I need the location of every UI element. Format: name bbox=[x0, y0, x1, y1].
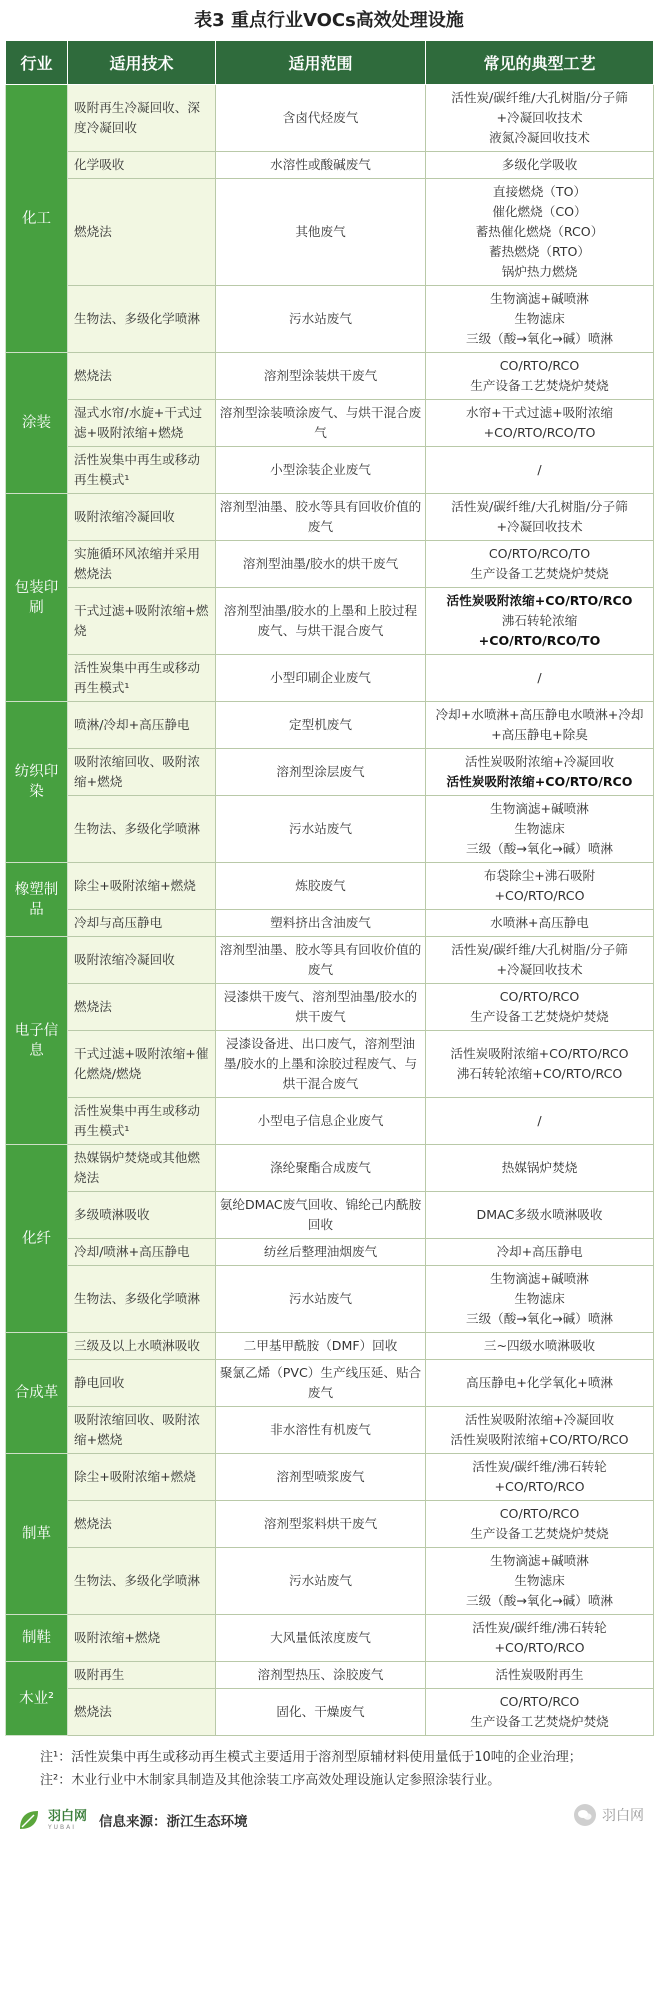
source-text: 信息来源：浙江生态环境 bbox=[99, 1814, 248, 1830]
table-row bbox=[6, 152, 654, 179]
scope-cell: 溶剂型油墨/胶水的上墨和上胶过程废气、与烘干混合废气 bbox=[216, 588, 426, 655]
process-line: 生物滤床 bbox=[514, 311, 565, 326]
process-cell bbox=[426, 353, 654, 400]
scope-cell: 溶剂型浆料烘干废气 bbox=[216, 1501, 426, 1548]
process-line: DMAC多级水喷淋吸收 bbox=[476, 1207, 603, 1222]
tech-cell: 三级及以上水喷淋吸收 bbox=[68, 1333, 216, 1360]
process-cell bbox=[426, 1501, 654, 1548]
tech-cell: 干式过滤+吸附浓缩+催化燃烧/燃烧 bbox=[68, 1031, 216, 1098]
tech-cell: 吸附浓缩回收、吸附浓缩+燃烧 bbox=[68, 749, 216, 796]
vocs-table bbox=[5, 40, 654, 1736]
tech-cell: 多级喷淋吸收 bbox=[68, 1192, 216, 1239]
process-line: 高压静电+化学氧化+喷淋 bbox=[465, 1375, 614, 1390]
process-line: +CO/RTO/RCO/TO bbox=[483, 425, 596, 440]
process-cell bbox=[426, 494, 654, 541]
process-cell bbox=[426, 910, 654, 937]
scope-cell: 定型机废气 bbox=[216, 702, 426, 749]
tech-cell: 湿式水帘/水旋+干式过滤+吸附浓缩+燃烧 bbox=[68, 400, 216, 447]
process-line: 热媒锅炉焚烧 bbox=[501, 1160, 578, 1175]
scope-cell: 溶剂型喷浆废气 bbox=[216, 1454, 426, 1501]
scope-cell: 水溶性或酸碱废气 bbox=[216, 152, 426, 179]
industry-cell: 合成革 bbox=[6, 1333, 68, 1454]
industry-cell: 化工 bbox=[6, 85, 68, 353]
process-cell bbox=[426, 85, 654, 152]
table-row bbox=[6, 494, 654, 541]
tech-cell: 生物法、多级化学喷淋 bbox=[68, 796, 216, 863]
tech-cell: 干式过滤+吸附浓缩+燃烧 bbox=[68, 588, 216, 655]
industry-cell: 制革 bbox=[6, 1454, 68, 1615]
tech-cell: 活性炭集中再生或移动再生模式¹ bbox=[68, 655, 216, 702]
table-row bbox=[6, 400, 654, 447]
process-cell bbox=[426, 863, 654, 910]
process-cell bbox=[426, 1192, 654, 1239]
note-mark: 注¹： bbox=[40, 1750, 72, 1765]
table-row bbox=[6, 1266, 654, 1333]
process-line: 活性炭/碳纤维/大孔树脂/分子筛 bbox=[451, 499, 628, 514]
table-body bbox=[6, 85, 654, 1736]
scope-cell: 小型电子信息企业废气 bbox=[216, 1098, 426, 1145]
table-row bbox=[6, 1192, 654, 1239]
process-cell bbox=[426, 152, 654, 179]
watermark bbox=[574, 1804, 644, 1826]
process-line: +CO/RTO/RCO bbox=[494, 888, 585, 903]
process-line: +冷凝回收技术 bbox=[496, 519, 583, 534]
process-cell bbox=[426, 796, 654, 863]
tech-cell: 冷却/喷淋+高压静电 bbox=[68, 1239, 216, 1266]
scope-cell: 浸漆烘干废气、溶剂型油墨/胶水的烘干废气 bbox=[216, 984, 426, 1031]
process-line: 活性炭吸附浓缩+冷凝回收 bbox=[464, 754, 615, 769]
scope-cell: 含卤代烃废气 bbox=[216, 85, 426, 152]
scope-cell: 污水站废气 bbox=[216, 286, 426, 353]
process-line: CO/RTO/RCO bbox=[499, 358, 580, 373]
process-line: 液氮冷凝回收技术 bbox=[489, 130, 590, 145]
process-line: 生物滴滤+碱喷淋 bbox=[490, 1553, 589, 1568]
process-line: 生产设备工艺焚烧炉焚烧 bbox=[470, 1714, 609, 1729]
process-line: CO/RTO/RCO bbox=[499, 1506, 580, 1521]
table-row bbox=[6, 179, 654, 286]
process-line: 活性炭/碳纤维/沸石转轮 bbox=[472, 1620, 607, 1635]
tech-cell: 燃烧法 bbox=[68, 984, 216, 1031]
tech-cell: 冷却与高压静电 bbox=[68, 910, 216, 937]
process-line: 蓄热燃烧（RTO） bbox=[488, 244, 590, 259]
process-cell bbox=[426, 984, 654, 1031]
process-line: 生物滤床 bbox=[514, 821, 565, 836]
table-row bbox=[6, 541, 654, 588]
tech-cell: 生物法、多级化学喷淋 bbox=[68, 1548, 216, 1615]
table-row bbox=[6, 984, 654, 1031]
table-row bbox=[6, 702, 654, 749]
process-line: 冷却+高压静电 bbox=[496, 1244, 583, 1259]
process-cell bbox=[426, 1098, 654, 1145]
tech-cell: 实施循环风浓缩并采用燃烧法 bbox=[68, 541, 216, 588]
tech-cell: 吸附浓缩冷凝回收 bbox=[68, 937, 216, 984]
tech-cell: 活性炭集中再生或移动再生模式¹ bbox=[68, 1098, 216, 1145]
process-cell bbox=[426, 447, 654, 494]
scope-cell: 溶剂型热压、涂胶废气 bbox=[216, 1662, 426, 1689]
header-scope: 适用范围 bbox=[216, 41, 426, 85]
scope-cell: 纺丝后整理油烟废气 bbox=[216, 1239, 426, 1266]
process-line: 生产设备工艺焚烧炉焚烧 bbox=[470, 566, 609, 581]
tech-cell: 吸附浓缩+燃烧 bbox=[68, 1615, 216, 1662]
process-cell bbox=[426, 1145, 654, 1192]
note-1 bbox=[0, 1746, 658, 1769]
process-line: 活性炭吸附再生 bbox=[495, 1667, 584, 1682]
tech-cell: 化学吸收 bbox=[68, 152, 216, 179]
scope-cell: 炼胶废气 bbox=[216, 863, 426, 910]
process-line: 多级化学吸收 bbox=[501, 157, 578, 172]
table-row bbox=[6, 910, 654, 937]
tech-cell: 吸附再生冷凝回收、深度冷凝回收 bbox=[68, 85, 216, 152]
tech-cell: 生物法、多级化学喷淋 bbox=[68, 1266, 216, 1333]
tech-cell: 燃烧法 bbox=[68, 1501, 216, 1548]
scope-cell: 塑料挤出含油废气 bbox=[216, 910, 426, 937]
process-line: 催化燃烧（CO） bbox=[492, 204, 587, 219]
tech-cell: 除尘+吸附浓缩+燃烧 bbox=[68, 1454, 216, 1501]
table-row bbox=[6, 1454, 654, 1501]
scope-cell: 固化、干燥废气 bbox=[216, 1689, 426, 1736]
scope-cell: 溶剂型涂装喷涂废气、与烘干混合废气 bbox=[216, 400, 426, 447]
scope-cell: 小型涂装企业废气 bbox=[216, 447, 426, 494]
process-line: 三级（酸→氧化→碱）喷淋 bbox=[465, 1593, 614, 1608]
table-row bbox=[6, 1239, 654, 1266]
table-row bbox=[6, 85, 654, 152]
scope-cell: 大风量低浓度废气 bbox=[216, 1615, 426, 1662]
table-row bbox=[6, 1689, 654, 1736]
process-line: 活性炭吸附浓缩+冷凝回收 bbox=[464, 1412, 615, 1427]
table-title: 表3 重点行业VOCs高效处理设施 bbox=[194, 10, 464, 31]
process-line: 水喷淋+高压静电 bbox=[490, 915, 589, 930]
tech-cell: 静电回收 bbox=[68, 1360, 216, 1407]
logo-name: 羽白网 bbox=[48, 1808, 88, 1824]
tech-cell: 热媒锅炉焚烧或其他燃烧法 bbox=[68, 1145, 216, 1192]
table-row bbox=[6, 1407, 654, 1454]
process-cell bbox=[426, 655, 654, 702]
table-row bbox=[6, 796, 654, 863]
table-row bbox=[6, 1098, 654, 1145]
process-cell bbox=[426, 1689, 654, 1736]
scope-cell: 污水站废气 bbox=[216, 796, 426, 863]
industry-cell: 包装印刷 bbox=[6, 494, 68, 702]
table-row bbox=[6, 655, 654, 702]
footer bbox=[0, 1792, 658, 1832]
process-line: 三级（酸→氧化→碱）喷淋 bbox=[465, 331, 614, 346]
process-line: 沸石转轮浓缩 bbox=[501, 613, 578, 628]
process-cell bbox=[426, 702, 654, 749]
process-line: CO/RTO/RCO bbox=[499, 1694, 580, 1709]
industry-cell: 电子信息 bbox=[6, 937, 68, 1145]
process-cell bbox=[426, 588, 654, 655]
header-industry: 行业 bbox=[6, 41, 68, 85]
logo-subtitle: YUBAI bbox=[48, 1823, 77, 1831]
scope-cell: 污水站废气 bbox=[216, 1266, 426, 1333]
tech-cell: 活性炭集中再生或移动再生模式¹ bbox=[68, 447, 216, 494]
process-cell bbox=[426, 749, 654, 796]
process-line: 活性炭吸附浓缩+CO/RTO/RCO bbox=[450, 1432, 629, 1447]
process-line: 生物滴滤+碱喷淋 bbox=[490, 1271, 589, 1286]
header-tech: 适用技术 bbox=[68, 41, 216, 85]
table-row bbox=[6, 447, 654, 494]
process-line: 布袋除尘+沸石吸附 bbox=[483, 868, 596, 883]
process-line: 活性炭/碳纤维/大孔树脂/分子筛 bbox=[451, 942, 628, 957]
process-cell bbox=[426, 1407, 654, 1454]
industry-cell: 纺织印染 bbox=[6, 702, 68, 863]
process-cell bbox=[426, 1615, 654, 1662]
process-cell bbox=[426, 541, 654, 588]
scope-cell: 涤纶聚酯合成废气 bbox=[216, 1145, 426, 1192]
wechat-icon bbox=[574, 1804, 596, 1826]
process-cell bbox=[426, 1662, 654, 1689]
process-line: 活性炭/碳纤维/大孔树脂/分子筛 bbox=[451, 90, 628, 105]
process-line: 生物滴滤+碱喷淋 bbox=[490, 801, 589, 816]
process-line: +CO/RTO/RCO/TO bbox=[478, 633, 601, 648]
watermark-text: 羽白网 bbox=[602, 1808, 644, 1824]
header-process: 常见的典型工艺 bbox=[426, 41, 654, 85]
process-line: +冷凝回收技术 bbox=[496, 110, 583, 125]
scope-cell: 小型印刷企业废气 bbox=[216, 655, 426, 702]
process-line: +CO/RTO/RCO bbox=[494, 1479, 585, 1494]
process-cell bbox=[426, 179, 654, 286]
table-row bbox=[6, 1501, 654, 1548]
industry-cell: 木业² bbox=[6, 1662, 68, 1736]
process-cell bbox=[426, 286, 654, 353]
industry-cell: 制鞋 bbox=[6, 1615, 68, 1662]
process-cell bbox=[426, 400, 654, 447]
process-cell bbox=[426, 937, 654, 984]
industry-cell: 化纤 bbox=[6, 1145, 68, 1333]
process-line: 蓄热催化燃烧（RCO） bbox=[475, 224, 604, 239]
process-line: 锅炉热力燃烧 bbox=[501, 264, 578, 279]
tech-cell: 吸附浓缩冷凝回收 bbox=[68, 494, 216, 541]
tech-cell: 除尘+吸附浓缩+燃烧 bbox=[68, 863, 216, 910]
table-row bbox=[6, 1615, 654, 1662]
note-text: 活性炭集中再生或移动再生模式主要适用于溶剂型原辅材料使用量低于10吨的企业治理； bbox=[71, 1750, 582, 1765]
scope-cell: 溶剂型油墨/胶水的烘干废气 bbox=[216, 541, 426, 588]
process-line: 活性炭吸附浓缩+CO/RTO/RCO bbox=[446, 593, 633, 608]
process-line: 沸石转轮浓缩+CO/RTO/RCO bbox=[456, 1066, 623, 1081]
process-line: 生物滤床 bbox=[514, 1291, 565, 1306]
table-row bbox=[6, 937, 654, 984]
tech-cell: 喷淋/冷却+高压静电 bbox=[68, 702, 216, 749]
scope-cell: 浸漆设备进、出口废气，溶剂型油墨/胶水的上墨和涂胶过程废气、与烘干混合废气 bbox=[216, 1031, 426, 1098]
process-line: 水帘+干式过滤+吸附浓缩 bbox=[465, 405, 614, 420]
process-line: 生产设备工艺焚烧炉焚烧 bbox=[470, 378, 609, 393]
process-cell bbox=[426, 1454, 654, 1501]
process-line: 生物滴滤+碱喷淋 bbox=[490, 291, 589, 306]
process-line: CO/RTO/RCO/TO bbox=[488, 546, 591, 561]
tech-cell: 吸附再生 bbox=[68, 1662, 216, 1689]
process-cell bbox=[426, 1360, 654, 1407]
scope-cell: 污水站废气 bbox=[216, 1548, 426, 1615]
process-line: / bbox=[537, 462, 542, 477]
process-line: 活性炭/碳纤维/沸石转轮 bbox=[472, 1459, 607, 1474]
note-text: 木业行业中木制家具制造及其他涂装工序高效处理设施认定参照涂装行业。 bbox=[71, 1773, 501, 1788]
brand-logo bbox=[16, 1807, 87, 1833]
process-cell bbox=[426, 1548, 654, 1615]
process-line: +CO/RTO/RCO bbox=[494, 1640, 585, 1655]
process-cell bbox=[426, 1266, 654, 1333]
tech-cell: 燃烧法 bbox=[68, 1689, 216, 1736]
scope-cell: 溶剂型油墨、胶水等具有回收价值的废气 bbox=[216, 937, 426, 984]
scope-cell: 氨纶DMAC废气回收、锦纶己内酰胺回收 bbox=[216, 1192, 426, 1239]
process-cell bbox=[426, 1031, 654, 1098]
table-row bbox=[6, 749, 654, 796]
scope-cell: 其他废气 bbox=[216, 179, 426, 286]
process-line: CO/RTO/RCO bbox=[499, 989, 580, 1004]
scope-cell: 聚氯乙烯（PVC）生产线压延、贴合废气 bbox=[216, 1360, 426, 1407]
process-line: 三级（酸→氧化→碱）喷淋 bbox=[465, 841, 614, 856]
note-2 bbox=[0, 1769, 658, 1792]
scope-cell: 溶剂型油墨、胶水等具有回收价值的废气 bbox=[216, 494, 426, 541]
table-header-row bbox=[6, 41, 654, 85]
notes bbox=[0, 1746, 658, 1792]
table-row bbox=[6, 588, 654, 655]
leaf-logo-icon bbox=[16, 1807, 42, 1833]
tech-cell: 生物法、多级化学喷淋 bbox=[68, 286, 216, 353]
process-line: 活性炭吸附浓缩+CO/RTO/RCO bbox=[450, 1046, 629, 1061]
process-cell bbox=[426, 1239, 654, 1266]
table-row bbox=[6, 286, 654, 353]
tech-cell: 吸附浓缩回收、吸附浓缩+燃烧 bbox=[68, 1407, 216, 1454]
industry-cell: 橡塑制品 bbox=[6, 863, 68, 937]
scope-cell: 溶剂型涂层废气 bbox=[216, 749, 426, 796]
table-row bbox=[6, 1662, 654, 1689]
table-row bbox=[6, 1031, 654, 1098]
process-line: 直接燃烧（TO） bbox=[492, 184, 587, 199]
process-line: 活性炭吸附浓缩+CO/RTO/RCO bbox=[446, 774, 633, 789]
table-row bbox=[6, 1145, 654, 1192]
note-mark: 注²： bbox=[40, 1773, 72, 1788]
tech-cell: 燃烧法 bbox=[68, 179, 216, 286]
process-line: 冷却+水喷淋+高压静电水喷淋+冷却+高压静电+除臭 bbox=[435, 707, 644, 742]
scope-cell: 非水溶性有机废气 bbox=[216, 1407, 426, 1454]
process-line: 三~四级水喷淋吸收 bbox=[483, 1338, 596, 1353]
table-row bbox=[6, 863, 654, 910]
process-line: / bbox=[537, 670, 542, 685]
process-line: 生物滤床 bbox=[514, 1573, 565, 1588]
table-row bbox=[6, 1360, 654, 1407]
table-row bbox=[6, 353, 654, 400]
process-line: / bbox=[537, 1113, 542, 1128]
process-cell bbox=[426, 1333, 654, 1360]
process-line: 三级（酸→氧化→碱）喷淋 bbox=[465, 1311, 614, 1326]
process-line: +冷凝回收技术 bbox=[496, 962, 583, 977]
process-line: 生产设备工艺焚烧炉焚烧 bbox=[470, 1526, 609, 1541]
process-line: 生产设备工艺焚烧炉焚烧 bbox=[470, 1009, 609, 1024]
scope-cell: 溶剂型涂装烘干废气 bbox=[216, 353, 426, 400]
industry-cell: 涂装 bbox=[6, 353, 68, 494]
table-row bbox=[6, 1548, 654, 1615]
tech-cell: 燃烧法 bbox=[68, 353, 216, 400]
scope-cell: 二甲基甲酰胺（DMF）回收 bbox=[216, 1333, 426, 1360]
table-row bbox=[6, 1333, 654, 1360]
